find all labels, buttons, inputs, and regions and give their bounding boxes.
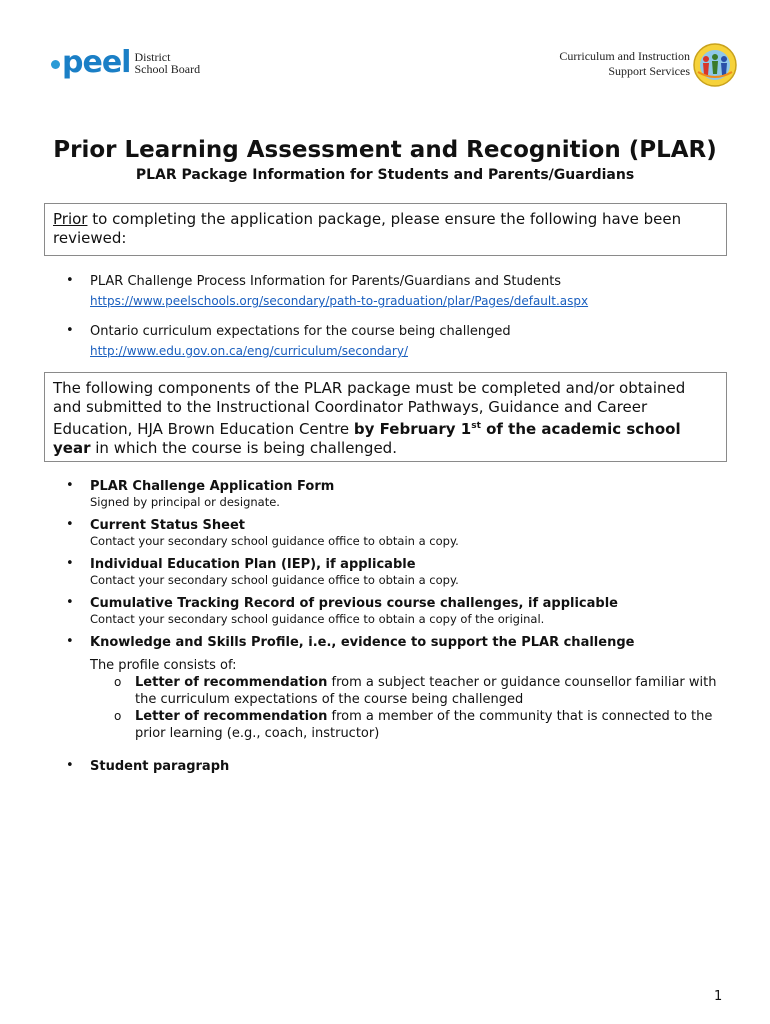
sub-item-text: from a subject teacher or guidance counsellor familiar with the curriculum expectations of the course being challenged xyxy=(135,675,717,707)
sub-bullet-icon: o xyxy=(114,709,122,723)
notice-text: to completing the application package, please ensure the following have been reviewed: xyxy=(53,210,682,247)
list-item xyxy=(66,758,736,775)
department-name xyxy=(559,49,690,79)
list-item xyxy=(66,595,736,627)
profile-intro: The profile consists of: xyxy=(90,658,237,673)
component-list xyxy=(66,478,736,775)
list-item xyxy=(66,556,736,588)
notice-text-end: in which the course is being challenged. xyxy=(90,439,397,457)
department-line-1: Curriculum and Instruction xyxy=(559,49,690,63)
list-item xyxy=(66,478,736,510)
component-note: Signed by principal or designate. xyxy=(90,495,280,509)
plar-info-link[interactable]: https://www.peelschools.org/secondary/path-to-graduation/plar/Pages/default.aspx xyxy=(90,294,589,308)
reference-list xyxy=(66,273,736,359)
curriculum-link[interactable]: http://www.edu.gov.on.ca/eng/curriculum/secondary/ xyxy=(90,344,408,358)
component-note: Contact your secondary school guidance office to obtain a copy. xyxy=(90,573,459,587)
reference-label: PLAR Challenge Process Information for Parents/Guardians and Students xyxy=(90,274,562,289)
logo-word: peel xyxy=(62,45,131,80)
deadline-text: by February 1 xyxy=(353,420,472,438)
submission-notice-box xyxy=(44,372,727,462)
bullet-icon: • xyxy=(66,323,74,338)
profile-sub-list xyxy=(114,674,736,742)
component-title: Cumulative Tracking Record of previous course challenges, if applicable xyxy=(90,596,618,611)
sub-item-text: from a member of the community that is connected to the prior learning (e.g., coach, instructor) xyxy=(135,709,713,741)
peel-logo xyxy=(51,45,201,80)
list-item xyxy=(66,273,736,309)
notice-text: The following components of the PLAR package must be completed and/or obtained and submitted to the Instructional Coordinator Pathways, Guidance and Career Education, HJA Brown Education Centre xyxy=(53,379,686,438)
student-paragraph-title: Student paragraph xyxy=(90,759,230,774)
component-note: Contact your secondary school guidance office to obtain a copy. xyxy=(90,534,459,548)
reference-label: Ontario curriculum expectations for the course being challenged xyxy=(90,324,511,339)
department-line-2: Support Services xyxy=(608,64,690,78)
bullet-icon: • xyxy=(66,478,74,493)
bullet-icon: • xyxy=(66,595,74,610)
bullet-icon: • xyxy=(66,634,74,649)
sub-item-bold: Letter of recommendation xyxy=(135,675,328,690)
logo-line-1: District xyxy=(134,50,171,64)
bullet-icon: • xyxy=(66,273,74,288)
component-note: Contact your secondary school guidance office to obtain a copy of the original. xyxy=(90,612,545,626)
component-title: PLAR Challenge Application Form xyxy=(90,479,335,494)
department-emblem-icon xyxy=(692,42,738,88)
logo-dot-icon xyxy=(51,60,60,69)
deadline-text-continued: of the academic school year xyxy=(53,420,681,457)
sub-bullet-icon: o xyxy=(114,675,122,689)
component-title: Current Status Sheet xyxy=(90,518,245,533)
profile-title: Knowledge and Skills Profile, i.e., evidence to support the PLAR challenge xyxy=(90,635,635,650)
component-title: Individual Education Plan (IEP), if applicable xyxy=(90,557,416,572)
review-notice-box xyxy=(44,203,727,256)
list-item xyxy=(114,674,736,708)
notice-underlined-word: Prior xyxy=(53,210,88,228)
page-subtitle: PLAR Package Information for Students and Parents/Guardians xyxy=(135,167,635,183)
sub-item-bold: Letter of recommendation xyxy=(135,709,328,724)
bullet-icon: • xyxy=(66,758,74,773)
bullet-icon: • xyxy=(66,517,74,532)
list-item xyxy=(114,708,736,742)
deadline-superscript: st xyxy=(471,421,481,431)
logo-subtitle xyxy=(134,51,200,75)
list-item xyxy=(66,634,736,742)
bullet-icon: • xyxy=(66,556,74,571)
list-item xyxy=(66,517,736,549)
list-item xyxy=(66,323,736,359)
page-title: Prior Learning Assessment and Recognition (PLAR) xyxy=(53,137,717,163)
logo-line-2: School Board xyxy=(134,62,201,76)
page-number: 1 xyxy=(714,989,723,1004)
